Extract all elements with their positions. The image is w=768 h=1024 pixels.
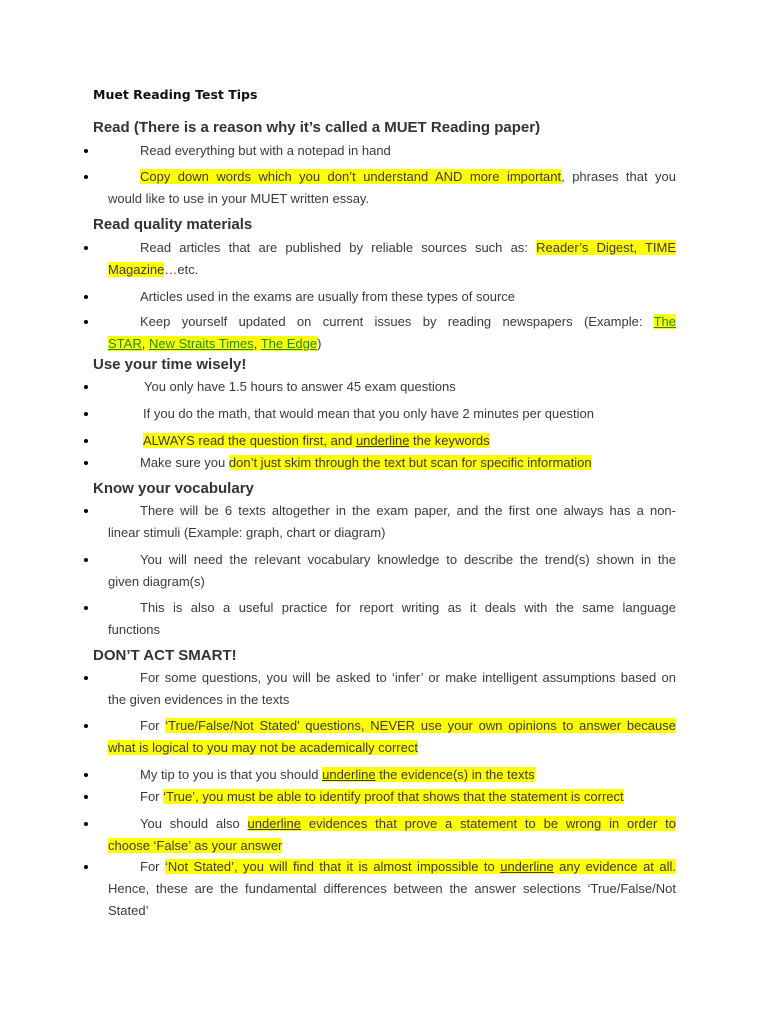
highlighted-text: ALWAYS read the question first, and	[143, 433, 356, 448]
highlighted-text: underline	[247, 816, 302, 831]
list-item	[108, 140, 676, 162]
document-title: Muet Reading Test Tips	[93, 87, 258, 102]
bullet-icon	[84, 822, 88, 826]
highlighted-text: choose ‘False’ as your answer	[108, 838, 283, 853]
item-text: For some questions, you will be asked to ‘infer’ or make intelligent assumptions based on	[140, 670, 676, 685]
item-text: would like to use in your MUET written essay.	[108, 191, 370, 206]
bullet-icon	[84, 606, 88, 610]
highlighted-text: the evidence(s) in the texts	[375, 767, 535, 782]
item-text: For	[140, 859, 165, 874]
bullet-icon	[84, 865, 88, 869]
section-heading-vocabulary: Know your vocabulary	[93, 480, 254, 497]
item-text: For	[140, 718, 166, 733]
bullet-icon	[84, 439, 88, 443]
item-text: Read articles that are published by reliable sources such as:	[140, 240, 537, 255]
list-item	[108, 452, 676, 474]
highlighted-text: the keywords	[409, 433, 490, 448]
list-item	[108, 500, 676, 544]
newspaper-link[interactable]: STAR	[108, 336, 142, 351]
list-item	[108, 430, 676, 452]
bullet-icon	[84, 461, 88, 465]
list-item	[108, 237, 676, 281]
highlighted-text: underline	[500, 859, 554, 874]
bullet-icon	[84, 320, 88, 324]
list-item	[108, 286, 676, 308]
bullet-icon	[84, 773, 88, 777]
list-item	[108, 311, 676, 355]
list-item	[108, 549, 676, 593]
item-text: , phrases that you	[561, 169, 676, 184]
bullet-icon	[84, 795, 88, 799]
bullet-icon	[84, 246, 88, 250]
list-item	[108, 786, 676, 808]
list-item	[108, 667, 676, 711]
section-heading-quality-materials: Read quality materials	[93, 216, 253, 233]
list-item	[108, 856, 676, 922]
list-item	[108, 403, 676, 425]
item-text: the given evidences in the texts	[108, 692, 290, 707]
item-text: given diagram(s)	[108, 574, 205, 589]
highlighted-text: what is logical to you may not be academically correct	[108, 740, 418, 755]
bullet-icon	[84, 676, 88, 680]
section-heading-time: Use your time wisely!	[93, 356, 247, 373]
item-text: There will be 6 texts altogether in the exam paper, and the first one always has a non-	[140, 503, 676, 518]
item-text: linear stimuli (Example: graph, chart or diagram)	[108, 525, 386, 540]
bullet-icon	[84, 385, 88, 389]
newspaper-link[interactable]: New Straits Times	[148, 336, 254, 351]
item-text: )	[317, 336, 322, 351]
item-text: Keep yourself updated on current issues by reading newspapers (Example:	[140, 314, 654, 329]
item-text: Stated’	[108, 903, 149, 918]
bullet-icon	[84, 149, 88, 153]
item-text: Hence, these are the fundamental differences between the answer selections ‘True/False/Not	[108, 881, 676, 896]
highlighted-text: ‘Not Stated’, you will find that it is almost impossible to	[164, 859, 501, 874]
bullet-icon	[84, 724, 88, 728]
item-text: For	[140, 789, 164, 804]
item-text: …etc.	[164, 262, 199, 277]
item-text: Make sure you	[140, 455, 229, 470]
item-text: Read everything but with a notepad in hand	[140, 143, 391, 158]
item-text: Articles used in the exams are usually from these types of source	[140, 289, 516, 304]
highlighted-text: don’t just skim through the text but scan for specific information	[228, 455, 592, 470]
section-heading-dont-act-smart: DON’T ACT SMART!	[93, 647, 237, 664]
item-text: You should also	[140, 816, 248, 831]
highlighted-text: Copy down words which you don’t understand AND more important	[140, 169, 562, 184]
highlighted-text: Magazine	[108, 262, 165, 277]
item-text: If you do the math, that would mean that you only have 2 minutes per question	[143, 406, 594, 421]
item-text: My tip to you is that you should	[140, 767, 323, 782]
highlighted-text: Reader’s Digest, TIME	[536, 240, 676, 255]
newspaper-link[interactable]: The	[653, 314, 676, 329]
bullet-icon	[84, 509, 88, 513]
highlighted-text: underline	[322, 767, 376, 782]
item-text: This is also a useful practice for report writing as it deals with the same language	[140, 600, 676, 615]
highlighted-text: any evidence at all.	[553, 859, 676, 874]
list-item	[108, 813, 676, 857]
bullet-icon	[84, 412, 88, 416]
section-heading-read: Read (There is a reason why it’s called a MUET Reading paper)	[93, 119, 541, 136]
bullet-icon	[84, 175, 88, 179]
item-text: You will need the relevant vocabulary knowledge to describe the trend(s) shown in the	[140, 552, 676, 567]
separator-text: ,	[253, 336, 261, 351]
list-item	[108, 597, 676, 641]
newspaper-link[interactable]: The Edge	[260, 336, 318, 351]
highlighted-text: ‘True’, you must be able to identify proof that shows that the statement is correct	[163, 789, 624, 804]
item-text: functions	[108, 622, 161, 637]
highlighted-text: ‘True/False/Not Stated’ questions, NEVER use your own opinions to answer because	[165, 718, 676, 733]
highlighted-text: evidences that prove a statement to be wrong in order to	[301, 816, 676, 831]
list-item	[108, 166, 676, 210]
separator-text: ,	[141, 336, 149, 351]
item-text: You only have 1.5 hours to answer 45 exam questions	[144, 379, 456, 394]
list-item	[108, 376, 676, 398]
bullet-icon	[84, 558, 88, 562]
list-item	[108, 764, 676, 786]
highlighted-text: underline	[355, 433, 410, 448]
list-item	[108, 715, 676, 759]
bullet-icon	[84, 295, 88, 299]
